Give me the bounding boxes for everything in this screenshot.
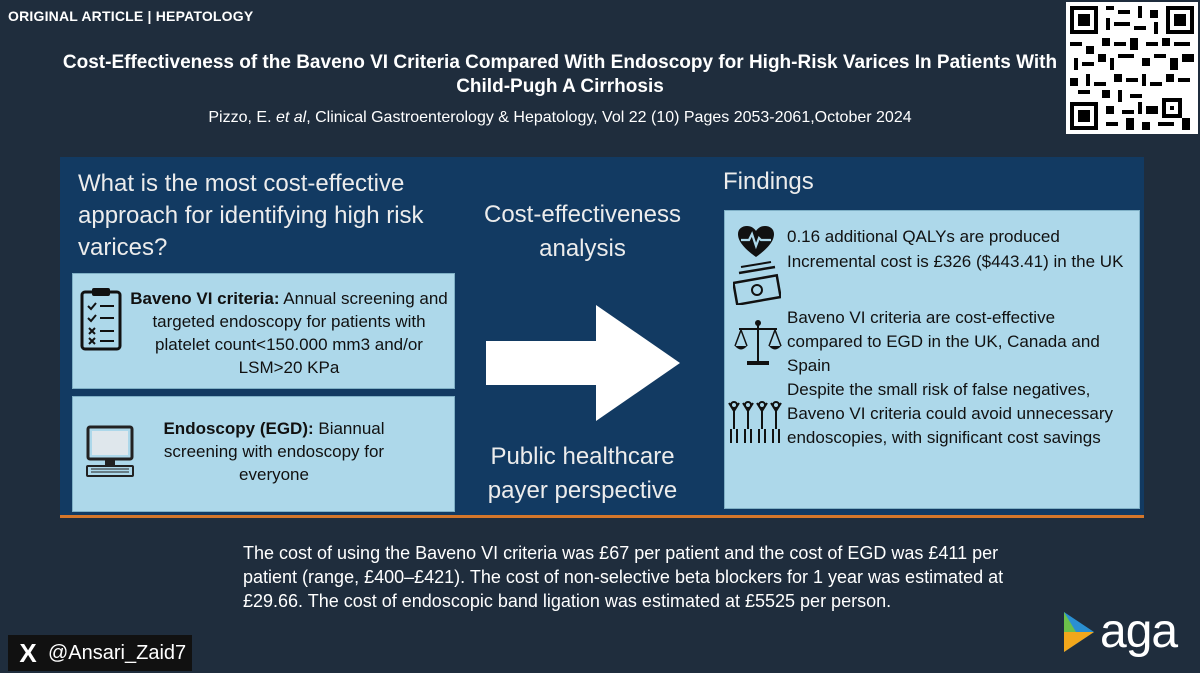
article-title: Cost-Effectiveness of the Baveno VI Criteria Compared With Endoscopy for High-Risk Varices In Patients With Child-Pugh A Cirrhosis bbox=[62, 52, 1058, 97]
finding-item: Baveno VI criteria are cost-effective compared to EGD in the UK, Canada and Spain bbox=[787, 308, 1100, 375]
aga-brand-text: aga bbox=[1100, 605, 1178, 658]
finding-item: Incremental cost is £326 ($443.41) in the UK bbox=[787, 252, 1124, 271]
computer-monitor-icon bbox=[85, 425, 135, 479]
money-icon bbox=[733, 261, 781, 305]
social-handle[interactable] bbox=[8, 635, 192, 671]
handle-text: @Ansari_Zaid7 bbox=[48, 641, 187, 664]
citation-rest: , Clinical Gastroenterology & Hepatology, Vol 22 (10) Pages 2053-2061,October 2024 bbox=[306, 109, 912, 126]
analysis-type: Cost-effectiveness analysis bbox=[484, 201, 681, 262]
article-tag: ORIGINAL ARTICLE | HEPATOLOGY bbox=[8, 8, 254, 24]
citation-etal: et al bbox=[275, 109, 307, 126]
citation bbox=[60, 109, 1060, 127]
egd-card bbox=[72, 396, 455, 512]
baveno-description bbox=[129, 287, 449, 379]
baveno-text: Annual screening and targeted endoscopy for patients with platelet count<150.000 mm3 and/or LSM>20 KPa bbox=[152, 289, 448, 377]
analysis-perspective: Public healthcare payer perspective bbox=[487, 443, 678, 504]
aga-logo bbox=[1062, 604, 1177, 659]
baveno-label: Baveno VI criteria: bbox=[130, 289, 280, 308]
egd-description bbox=[139, 417, 409, 486]
clipboard-checklist-icon bbox=[79, 286, 123, 352]
citation-author: Pizzo, E. bbox=[208, 109, 276, 126]
arrow-right-icon bbox=[486, 305, 682, 421]
baveno-card bbox=[72, 273, 455, 389]
finding-item: Despite the small risk of false negatives, Baveno VI criteria could avoid unnecessary endoscopies, with significant cost savings bbox=[787, 380, 1114, 447]
summary-text: The cost of using the Baveno VI criteria was £67 per patient and the cost of EGD was £411 per patient (range, £400–£421). The cost of non-selective beta blockers for 1 year was estimated at £29.66. The cost of endoscopic band ligation was estimated at £5525 per person. bbox=[243, 543, 1004, 611]
egd-label: Endoscopy (EGD): bbox=[163, 419, 314, 438]
qr-code-icon[interactable] bbox=[1066, 2, 1198, 134]
finding-item: 0.16 additional QALYs are produced bbox=[787, 227, 1060, 246]
research-question: What is the most cost-effective approach for identifying high risk varices? bbox=[78, 170, 424, 261]
people-group-icon bbox=[727, 399, 783, 447]
egd-text: Biannual screening with endoscopy for everyone bbox=[163, 419, 385, 484]
aga-logo-icon bbox=[1062, 610, 1096, 654]
x-logo-icon: X bbox=[19, 637, 37, 668]
findings-title: Findings bbox=[723, 168, 814, 195]
heart-pulse-icon bbox=[737, 225, 775, 259]
scales-icon bbox=[733, 319, 783, 367]
findings-card bbox=[724, 210, 1140, 509]
